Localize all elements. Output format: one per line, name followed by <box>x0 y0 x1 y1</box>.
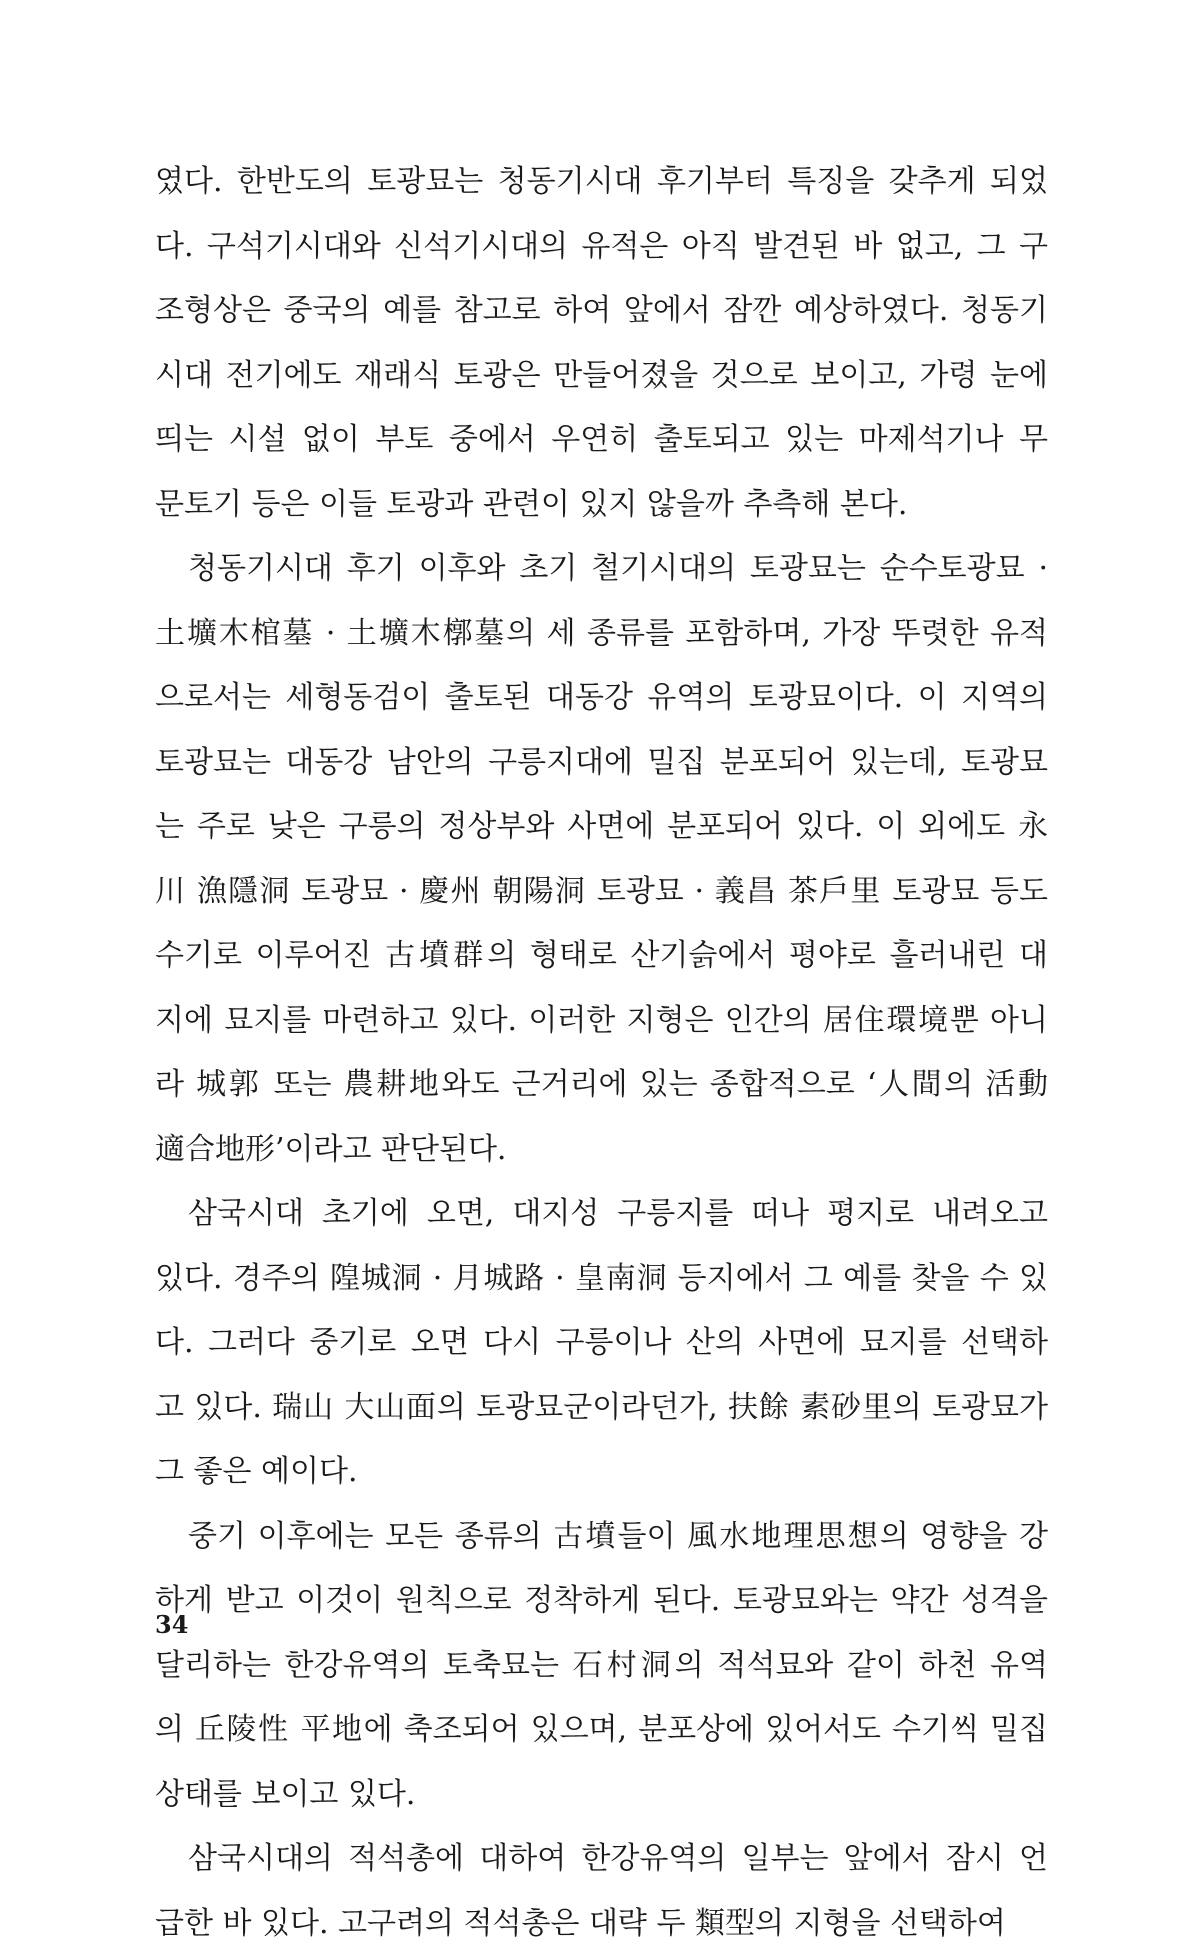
text-line: 급한 바 있다. 고구려의 적석총은 대략 두 類型의 지형을 선택하여 <box>155 1892 1048 1956</box>
text-line: 는 주로 낮은 구릉의 정상부와 사면에 분포되어 있다. 이 외에도 永 <box>155 795 1048 860</box>
text-line: 삼국시대 초기에 오면, 대지성 구릉지를 떠나 평지로 내려오고 <box>155 1182 1048 1247</box>
text-line: 토광묘는 대동강 남안의 구릉지대에 밀집 분포되어 있는데, 토광묘 <box>155 731 1048 796</box>
text-line: 달리하는 한강유역의 토축묘는 石村洞의 적석묘와 같이 하천 유역 <box>155 1634 1048 1699</box>
text-line: 시대 전기에도 재래식 토광은 만들어졌을 것으로 보이고, 가령 눈에 <box>155 344 1048 409</box>
text-line: 지에 묘지를 마련하고 있다. 이러한 지형은 인간의 居住環境뿐 아니 <box>155 989 1048 1054</box>
text-line: 라 城郭 또는 農耕地와도 근거리에 있는 종합적으로 ‘人間의 活動 <box>155 1053 1048 1118</box>
text-line: 중기 이후에는 모든 종류의 古墳들이 風水地理思想의 영향을 강 <box>155 1505 1048 1570</box>
text-line: 그 좋은 예이다. <box>155 1440 1048 1505</box>
text-line: 있다. 경주의 隍城洞 · 月城路 · 皇南洞 등지에서 그 예를 찾을 수 있 <box>155 1247 1048 1312</box>
text-line: 상태를 보이고 있다. <box>155 1763 1048 1828</box>
body-text <box>155 150 1048 1956</box>
paragraph <box>155 537 1048 1182</box>
text-line: 으로서는 세형동검이 출토된 대동강 유역의 토광묘이다. 이 지역의 <box>155 666 1048 731</box>
text-line: 삼국시대의 적석총에 대하여 한강유역의 일부는 앞에서 잠시 언 <box>155 1827 1048 1892</box>
text-line: 하게 받고 이것이 원칙으로 정착하게 된다. 토광묘와는 약간 성격을 <box>155 1569 1048 1634</box>
text-line: 청동기시대 후기 이후와 초기 철기시대의 토광묘는 순수토광묘 · <box>155 537 1048 602</box>
text-line: 수기로 이루어진 古墳群의 형태로 산기슭에서 평야로 흘러내린 대 <box>155 924 1048 989</box>
text-line: 문토기 등은 이들 토광과 관련이 있지 않을까 추측해 본다. <box>155 473 1048 538</box>
text-line: 고 있다. 瑞山 大山面의 토광묘군이라던가, 扶餘 素砂里의 토광묘가 <box>155 1376 1048 1441</box>
text-line: 였다. 한반도의 토광묘는 청동기시대 후기부터 특징을 갖추게 되었 <box>155 150 1048 215</box>
text-line: 조형상은 중국의 예를 참고로 하여 앞에서 잠깐 예상하였다. 청동기 <box>155 279 1048 344</box>
text-line: 의 丘陵性 平地에 축조되어 있으며, 분포상에 있어서도 수기씩 밀집 <box>155 1698 1048 1763</box>
page-number: 34 <box>155 1610 188 1639</box>
text-line: 適合地形’이라고 판단된다. <box>155 1118 1048 1183</box>
paragraph <box>155 1505 1048 1828</box>
text-line: 다. 그러다 중기로 오면 다시 구릉이나 산의 사면에 묘지를 선택하 <box>155 1311 1048 1376</box>
paragraph <box>155 1182 1048 1505</box>
text-line: 土壙木棺墓 · 土壙木槨墓의 세 종류를 포함하며, 가장 뚜렷한 유적 <box>155 602 1048 667</box>
paragraph <box>155 1827 1048 1956</box>
text-line: 다. 구석기시대와 신석기시대의 유적은 아직 발견된 바 없고, 그 구 <box>155 215 1048 280</box>
paragraph <box>155 150 1048 537</box>
text-line: 川 漁隱洞 토광묘 · 慶州 朝陽洞 토광묘 · 義昌 茶戶里 토광묘 등도 <box>155 860 1048 925</box>
text-line: 띄는 시설 없이 부토 중에서 우연히 출토되고 있는 마제석기나 무 <box>155 408 1048 473</box>
